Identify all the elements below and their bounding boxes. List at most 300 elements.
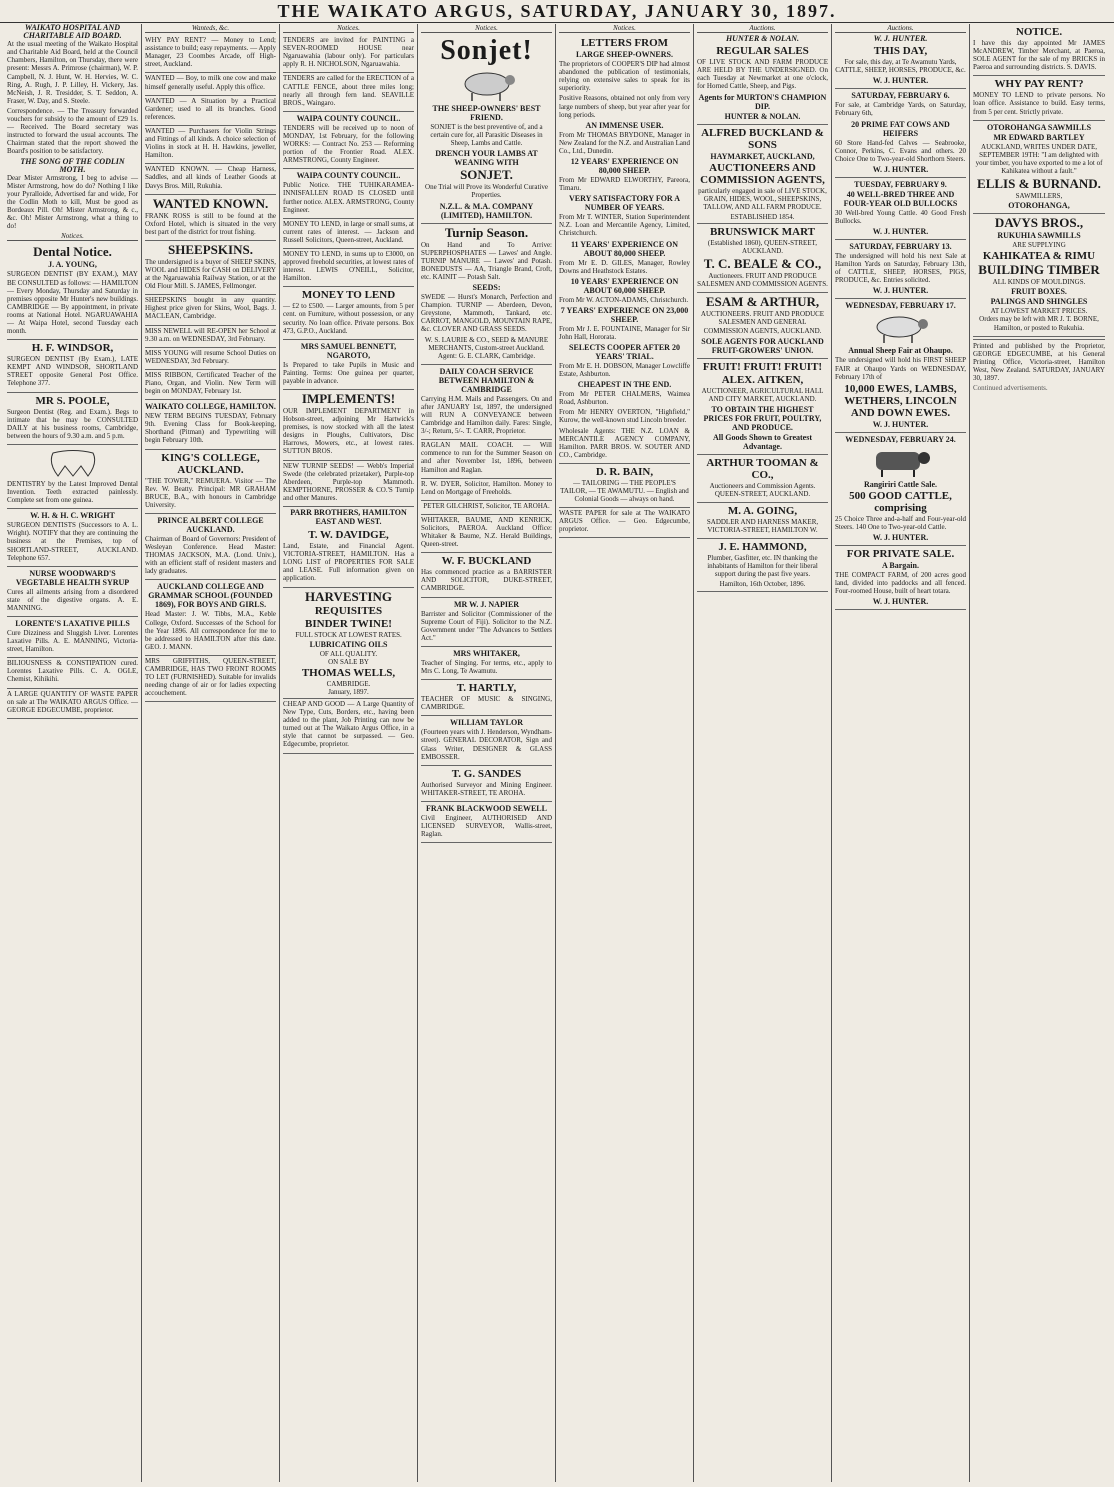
waipa-council-heading: WAIPA COUNTY COUNCIL. <box>296 113 401 123</box>
parr-brothers: PARR BROTHERS, HAMILTON EAST AND WEST. <box>290 508 407 527</box>
wells-date: January, 1897. <box>328 687 369 696</box>
whitaker-heading: MRS WHITAKER, <box>453 648 520 658</box>
experience-4-body: From Mr J. E. FOUNTAINE, Manager for Sir John Hall, Hororata. <box>559 324 690 341</box>
kahikatea-rimu: KAHIKATEA & RIMU <box>982 250 1096 263</box>
sonjet-trial: One Trial will Prove its Wonderful Curative Properties. <box>425 183 548 200</box>
going-body: SADDLER AND HARNESS MAKER, VICTORIA-STREET, HAMILTON W. <box>706 517 819 535</box>
hunter-sig-7: W. J. HUNTER. <box>872 597 929 607</box>
sandes-heading: T. G. SANDES <box>451 767 522 780</box>
waipa-council-body: TENDERS will be received up to noon of MONDAY, 1st February, for the following WORKS: — Contract No. 253 — Reforming portion of the Frontier Road. ALEX. ARMSTRONG, County Engineer. <box>283 123 414 165</box>
letters-body: The proprietors of COOPER'S DIP had almost abandoned the publication of testimonials, relying on extensive sales to speak for its superiority. <box>559 60 690 93</box>
satisfactory-body: From Mr T. WINTER, Station Superintendent N.Z. Loan and Mercantile Agency, Limited, Christchurch. <box>559 213 690 238</box>
bargain-heading: A Bargain. <box>882 560 919 570</box>
dental-notice <box>7 243 138 340</box>
raglan-coach-ad <box>421 440 552 478</box>
rent-ad <box>973 76 1105 120</box>
laurie-body: W. S. LAURIE & CO., SEED & MANURE MERCHANTS, Custom-street Auckland. Agent: G. E. CLARK, Cambridge. <box>424 335 549 360</box>
regular-sales-body: OF LIVE STOCK AND FARM PRODUCE ARE HELD BY THE UNDERSIGNED. On each Tuesday at Newmarket at one o'clock, for Horned Cattle, Sheep, and Pigs. <box>697 58 828 91</box>
hospital-headline: WAIKATO HOSPITAL AND CHARITABLE AID BOARD. <box>23 24 122 41</box>
sheepskins-heading: SHEEPSKINS. <box>168 241 253 257</box>
bartley-body: AUCKLAND, WRITES UNDER DATE, SEPTEMBER 19TH: "I am delighted with your timber, you have exported to me a lot of Kahikatea without a fault." <box>975 142 1103 175</box>
napier-ad <box>421 598 552 647</box>
private-sale-ad <box>835 546 966 610</box>
wanted-ad-5 <box>145 164 276 194</box>
wright-heading: W. H. & H. C. WRIGHT <box>30 511 115 521</box>
binder-twine-heading: BINDER TWINE! <box>305 617 392 630</box>
experience-1-body: From Mr EDWARD ELWORTHY, Pareora, Timaru. <box>559 176 690 193</box>
turnip-seeds-ad <box>283 461 414 507</box>
feb13-heading: SATURDAY, FEBRUARY 13. <box>849 242 952 252</box>
notice-ad <box>973 24 1105 76</box>
griffiths-ad <box>145 656 276 702</box>
sewell-body: Civil Engineer, AUTHORISED AND LICENSED SURVEYOR, Wallis-street, Raglan. <box>421 813 552 839</box>
sonjet-ad <box>421 35 552 223</box>
money-to-lend-ad <box>283 287 414 339</box>
money-to-lend-heading: MONEY TO LEND <box>301 289 396 302</box>
hammond-heading: J. E. HAMMOND, <box>718 541 807 554</box>
esam-arthur-ad <box>697 293 828 358</box>
lowest-prices: AT LOWEST MARKET PRICES. <box>990 307 1088 316</box>
selects-cooper-heading: SELECTS COOPER AFTER 20 YEARS' TRIAL. <box>569 342 680 361</box>
feb6-sale-ad <box>835 89 966 177</box>
laxative-heading: LORENTE'S LAXATIVE PILLS <box>15 618 130 628</box>
biliousness-body: BILIOUSNESS & CONSTIPATION cured. Lorentes Laxative Pills. C. A. OGLE, Chemist, Kihikihi. <box>7 659 138 684</box>
immense-user-heading: AN IMMENSE USER. <box>585 120 664 130</box>
napier-heading: MR W. J. NAPIER <box>453 599 520 609</box>
column-4-heading: Notices. <box>421 24 552 33</box>
turnip-season-body: On Hand and To Arrive: SUPERPHOSPHATES — Lawes' and Angle. TURNIP MANURE — Lawes' and Potash. BONEDUSTS — AA, Triangle Brand, Croft, etc. KAINIT — Potash Salt. <box>421 240 552 281</box>
feb17-sale-ad <box>835 299 966 432</box>
palings-shingles: PALINGS AND SHINGLES <box>990 297 1088 307</box>
wanted-known-ad <box>145 195 276 241</box>
experience-1-heading: 12 YEARS' EXPERIENCE ON 80,000 SHEEP. <box>570 157 679 176</box>
hammond-body: Plumber, Gasfitter, etc. IN thanking the inhabitants of Hamilton for their liberal support during the past five years. <box>707 554 818 579</box>
wanted-3-body: WANTED — A Situation by a Practical Gardener; used to all its branches. Good references. <box>145 96 276 121</box>
buckland-body: Has commenced practice as a BARRISTER AND SOLICITOR, DUKE-STREET, CAMBRIDGE. <box>421 568 552 593</box>
building-timber: BUILDING TIMBER <box>978 262 1100 278</box>
newell-body: MISS NEWELL will RE-OPEN her School at 9.30 a.m. on WEDNESDAY, 3rd February. <box>145 326 276 343</box>
hospital-body-1: At the usual meeting of the Waikato Hospital and Charitable Aid Board, held at the Council Chambers, Hamilton, on Thursday, there were present: Messrs A. Primrose (chairman), W. P. Campbell, N. J. Hunt, W. H. Hervies, W. C. Ring, A. Rugh, J. P. Lilley, H. Vickery, Jas. McNeish, J. R. Tresidder, S. T. Seddon, A. Fraser, W. Day, and S. Steele. <box>7 40 138 105</box>
twenty-cows-body: 60 Store Hand-fed Calves — Seabrooke, Connor, Perkins, C. Evans and others. 20 Choice One to Two-year-old Shorthorn Steers. <box>835 138 966 163</box>
dyer-ad <box>421 479 552 501</box>
song-title: THE SONG OF THE CODLIN MOTH. <box>20 156 125 174</box>
waste-paper-body: A LARGE QUANTITY OF WASTE PAPER on sale at The WAIKATO ARGUS Office. — GEORGE EDGECUMBE, proprietor. <box>7 689 138 714</box>
griffiths-body: MRS GRIFFITHS, QUEEN-STREET, CAMBRIDGE, HAS TWO FRONT ROOMS TO LET (FURNISHED). Suitable for invalids needing change of air or for ladies expecting accouchement. <box>145 656 276 698</box>
turnip-seeds-body: NEW TURNIP SEEDS! — Webb's Imperial Swede (the celebrated prizetaker), Purple-top Aberdeen, Purple-top Mammoth. KEMPTHORNE, PROSSER & CO.'S Turnip and other Manures. <box>283 461 414 502</box>
cheapest-body: From Mr PETER CHALMERS, Waimea Road, Ashburton. <box>559 390 690 407</box>
sheep-illustration <box>452 68 522 102</box>
beale-heading: T. C. BEALE & CO., <box>703 256 822 272</box>
aitken-ad <box>697 359 828 455</box>
money-2-body: MONEY TO LEND, in sums up to £3000, on approved freehold securities, at lowest rates of interest. LEWIS O'NEILL, Solicitor, Hamilton. <box>283 249 414 283</box>
twenty-cows: 20 PRIME FAT COWS AND HEIFERS <box>851 119 950 138</box>
agents-body: Wholesale Agents: THE N.Z. LOAN & MERCANTILE AGENCY COMPANY, Hamilton. PARR BROS. W. SOUTER AND CO., Cambridge. <box>559 426 690 459</box>
this-day-ad <box>835 43 966 89</box>
davidge-heading: T. W. DAVIDGE, <box>308 529 389 542</box>
road-closed-ad <box>283 169 414 218</box>
davys-ad <box>973 214 1105 336</box>
whitaker-ad <box>421 647 552 680</box>
hunter-sig-4: W. J. HUNTER. <box>872 286 929 296</box>
produce-body: particularly engaged in sale of LIVE STOCK, GRAIN, HIDES, WOOL, SHEEPSKINS, TALLOW, AND ALL FARM PRODUCE. <box>698 186 827 211</box>
forty-bullocks-body: 30 Well-bred Young Cattle. 40 Good Fresh Bullocks. <box>835 208 966 225</box>
turnip-season-ad <box>421 224 552 365</box>
column-1 <box>4 24 142 1482</box>
gilchrist-body: PETER GILCHRIST, Solicitor, TE AROHA. <box>423 501 550 510</box>
notice-body: I have this day appointed Mr JAMES McANDREW, Timber Merchant, at Paeroa, SOLE AGENT for the sale of my BRICKS in Paeroa and surrounding districts. S. DAVIS. <box>973 39 1105 72</box>
ohaupo-body: The undersigned will hold his FIRST SHEEP FAIR at Ohaupo Yards on WEDNESDAY, February 17th of <box>835 356 966 381</box>
biliousness-ad <box>7 658 138 688</box>
harvesting-ad <box>283 588 414 699</box>
drench-heading: DRENCH YOUR LAMBS AT WEANING WITH <box>435 149 538 168</box>
sheepskins-ad <box>145 241 276 295</box>
column-2-heading: Wanteds, &c. <box>145 24 276 33</box>
davidge-body: Land, Estate, and Financial Agent. VICTORIA-STREET, HAMILTON. Has a LONG LIST of PROPERTIES FOR SALE and LEASE. Full information given on application. <box>283 542 414 583</box>
hammond-ad <box>697 539 828 591</box>
sonjet-heading: Sonjet! <box>440 35 533 67</box>
column-2 <box>142 24 280 1482</box>
wright-body: SURGEON DENTISTS (Successors to A. L. Wright). NOTIFY that they are continuing the business at the Premises, top of SHORTLAND-STREET, AUCKLAND. Telephone 657. <box>7 521 138 562</box>
coach-service-body: Carrying H.M. Mails and Passengers. On and after JANUARY 1st, 1897, the undersigned will RUN A CONVEYANCE between Cambridge and Hamilton daily. Fares: Single, 3/-; Return, 5/-. T. CARR, Proprietor. <box>421 394 552 436</box>
wanted-4-body: WANTED — Purchasers for Violin Strings and Fittings of all kinds. A choice selection of Violins in stock at H. H. Hawkins, jeweller, Hamilton. <box>145 126 276 160</box>
notices-heading: Notices. <box>7 232 138 241</box>
waste-paper-ad <box>7 689 138 719</box>
nurse-heading: NURSE WOODWARD'S VEGETABLE HEALTH SYRUP <box>15 568 130 587</box>
coach-service-heading: DAILY COACH SERVICE BETWEEN HAMILTON & CAMBRIDGE <box>438 366 535 394</box>
davidge-ad <box>283 527 414 587</box>
requisites-heading: REQUISITES <box>314 604 383 617</box>
column-4 <box>418 24 556 1482</box>
grammar-school-ad <box>145 580 276 655</box>
bargain-body: THE COMPACT FARM, of 200 acres good land, divided into paddocks and all fenced. Four-roomed House, built of heart totara. <box>835 570 966 596</box>
cheapest-heading: CHEAPEST IN THE END. <box>577 380 672 390</box>
laxative-ad <box>7 617 138 658</box>
taylor-body: (Fourteen years with J. Henderson, Wyndham-street). GENERAL DECORATOR, Sign and Glass Writer, DESIGNER & GLASS EMBOSSER. <box>421 728 552 761</box>
supplying: ARE SUPPLYING <box>1012 241 1066 250</box>
sonjet-repeat: SONJET. <box>460 167 513 183</box>
wanted-5-body: WANTED KNOWN. — Cheap Harness, Saddles, and all kinds of Leather Goods at Davys Bros. Mill, Rukuhia. <box>145 165 276 190</box>
feb13-body: The undersigned will hold his next Sale at Hamilton Yards on Saturday, February 13th, of CATTLE, SHEEP, HORSES, PIGS, PRODUCE, &c. Entries solicited. <box>835 252 966 285</box>
kings-college-ad <box>145 450 276 514</box>
seeds-heading: SEEDS: <box>472 283 501 293</box>
esam-arthur-body: AUCTIONEERS. FRUIT AND PRODUCE SALESMEN AND GENERAL COMMISSION AGENTS, AUCKLAND. <box>700 310 825 335</box>
ohaupo-heading: Annual Sheep Fair at Ohaupo. <box>848 346 953 356</box>
money-ad-2 <box>283 249 414 287</box>
tooth-illustration <box>43 448 103 478</box>
prince-albert-heading: PRINCE ALBERT COLLEGE AUCKLAND. <box>157 515 264 534</box>
imprint: Printed and published by the Proprietor, GEORGE EDGECUMBE, at his General Printing Office, Victoria-street, Hamilton West, New Zealand. SATURDAY, JANUARY 30, 1897. <box>973 341 1105 382</box>
dental-heading: Dental Notice. <box>33 244 112 260</box>
tenders-2-body: TENDERS are called for the ERECTION of a CATTLE FENCE, about three miles long; nearly all through fern land. SEAVILLE BROS., Waingaro. <box>283 74 414 107</box>
experience-4-heading: 7 YEARS' EXPERIENCE ON 23,000 SHEEP. <box>560 305 689 324</box>
wanted-ad-2 <box>145 73 276 95</box>
grammar-school-heading: AUCKLAND COLLEGE AND GRAMMAR SCHOOL (FOUNDED 1869), FOR BOYS AND GIRLS. <box>148 582 273 610</box>
dental-name: J. A. YOUNG, <box>48 260 97 270</box>
sandes-ad <box>421 766 552 802</box>
hartly-body: TEACHER OF MUSIC & SINGING, CAMBRIDGE. <box>421 695 552 712</box>
letters-subheading: LARGE SHEEP-OWNERS. <box>576 50 673 60</box>
wanted-2-body: WANTED — Boy, to milk one cow and make himself generally useful. Apply this office. <box>145 74 276 91</box>
sonjet-subheading: THE SHEEP-OWNERS' BEST FRIEND. <box>432 104 541 123</box>
aitken-heading: ALEX. AITKEN, <box>721 373 804 386</box>
going-heading: M. A. GOING, <box>727 504 798 517</box>
windsor-body: SURGEON DENTIST (By Exam.), LATE KEMPT AND WINDSOR, SHORTLAND STREET opposite General Post Office. Telephone 377. <box>7 355 138 388</box>
beale-body: Auctioneers. FRUIT AND PRODUCE SALESMEN AND COMMISSION AGENTS. <box>697 272 828 289</box>
cooper-dip-ad <box>559 35 690 464</box>
buckland-ad <box>421 553 552 597</box>
waikato-college-heading: WAIKATO COLLEGE, HAMILTON. <box>145 402 276 412</box>
waikato-college-body: NEW TERM BEGINS TUESDAY, February 9th. Evening Class for Book-keeping, Shorthand (Pitman) and Typewriting will begin February 10th. <box>145 412 276 445</box>
whitaker-baume-ad <box>421 515 552 553</box>
kings-college-body: "THE TOWER," REMUERA. Visitor — The Rev. W. Beatty. Principal: MR GRAHAM BRUCE, B.A., with honours in Cambridge University. <box>145 476 276 509</box>
kings-college-heading: KING'S COLLEGE, AUCKLAND. <box>161 451 260 476</box>
column-3-heading: Notices. <box>283 24 414 33</box>
bain-body: — TAILORING — THE PEOPLE'S TAILOR, — TE AWAMUTU. — English and Colonial Goods — always on hand. <box>560 478 689 504</box>
feb24-heading: WEDNESDAY, FEBRUARY 24. <box>845 434 956 444</box>
experience-2-body: From Mr E. D. GILES, Manager, Rowley Downs and Heathstock Estates. <box>559 258 690 275</box>
wanted-ad-1 <box>145 35 276 73</box>
buckland-sons-heading: ALFRED BUCKLAND & SONS <box>701 126 824 151</box>
tenders-ad-1 <box>283 35 414 73</box>
hunter-sig-5: W. J. HUNTER. <box>872 419 929 429</box>
sewell-ad <box>421 802 552 843</box>
column-5-heading: Notices. <box>559 24 690 33</box>
filler-text: Continued advertisements. <box>973 384 1048 393</box>
otorohanga-sawmills-heading: OTOROHANGA SAWMILLS <box>986 122 1092 132</box>
waikato-college-ad <box>145 400 276 449</box>
feb17-heading: WEDNESDAY, FEBRUARY 17. <box>845 301 956 311</box>
thomas-wells: THOMAS WELLS, <box>301 666 396 679</box>
this-day-heading: THIS DAY, <box>873 45 928 58</box>
column-6-heading: Auctions. <box>697 24 828 33</box>
orders-body: Orders may be left with MR J. T. BORNE, Hamilton, or posted to Rukuhia. <box>979 315 1099 332</box>
positive-reasons: Positive Reasons, obtained not only from very large numbers of sheep, but year after year for long periods. <box>559 94 690 119</box>
money-to-lend-body: — £2 to £500. — Larger amounts, from 5 per cent. on Furniture, without possession, or any security. No loan office. Private persons. Box 473, G.P.O., Auckland. <box>283 302 414 335</box>
rangiriri-heading: Rangiriri Cattle Sale. <box>863 479 938 489</box>
wanted-1-body: WHY PAY RENT? — Money to Lend; assistance to build; easy repayments. — Apply Manager, 23 Coombes Arcade, off High-street, Auckland. <box>145 36 276 69</box>
feb13-sale-ad <box>835 240 966 299</box>
bain-ad <box>559 464 690 508</box>
nurse-ad <box>7 567 138 617</box>
binder-twine-body: FULL STOCK AT LOWEST RATES. <box>295 630 402 639</box>
gilchrist-ad <box>421 501 552 515</box>
rukuhia-sawmills: RUKUHIA SAWMILLS <box>997 231 1081 241</box>
feb9-sale-ad <box>835 178 966 240</box>
waipa-council-ad <box>283 112 414 169</box>
dyer-body: R. W. DYER, Solicitor, Hamilton. Money to Lend on Mortgage of Freeholds. <box>421 479 552 496</box>
nzla-company: N.Z.L. & M.A. COMPANY (LIMITED), HAMILTON. <box>439 201 534 220</box>
buckland-heading: W. F. BUCKLAND <box>441 555 532 568</box>
tenders-ad-2 <box>283 73 414 111</box>
wells-town: CAMBRIDGE. <box>326 679 371 688</box>
prince-albert-body: Chairman of Board of Governors: President of Wesleyan Conference. Head Master: THOMAS JACKSON, M.A. (Lond. Univ.), with an efficient staff of resident masters and lady graduates. <box>145 534 276 576</box>
hunter-nolan-sig: HUNTER & NOLAN. <box>724 111 801 121</box>
masthead <box>0 0 1114 23</box>
prince-albert-ad <box>145 514 276 580</box>
five-hundred-body: 25 Choice Three and-a-half and Four-year-old Steers. 140 One to Two-year-old Cattle. <box>835 514 966 531</box>
murton-agents: Agents for MURTON'S CHAMPION DIP. <box>698 92 827 111</box>
feb9-heading: TUESDAY, FEBRUARY 9. <box>854 179 947 189</box>
experience-3-body: From Mr W. ACTON-ADAMS, Christchurch. <box>559 295 689 304</box>
wanted-known-body: FRANK ROSS is still to be found at the Oxford Hotel, which is situated in the very best part of the district for trout fishing. <box>145 211 276 236</box>
sandes-body: Authorised Surveyor and Mining Engineer. WHITAKER-STREET, TE AROHA. <box>421 780 552 797</box>
bartley-heading: MR EDWARD BARTLEY <box>993 132 1085 142</box>
money-ad-1 <box>283 219 414 249</box>
on-sale-by: ON SALE BY <box>328 657 369 666</box>
fruit-boxes: FRUIT BOXES. <box>1011 287 1067 297</box>
hunter-nolan-header: HUNTER & NOLAN. <box>725 34 800 44</box>
davys-heading: DAVYS BROS., <box>994 215 1084 231</box>
hunter-sig-2: W. J. HUNTER. <box>872 164 929 174</box>
dental-body: SURGEON DENTIST (BY EXAM.), MAY BE CONSULTED as follows: — HAMILTON — Every Monday, Thursday and Saturday in premises opposite Mr Hunter's new buildings. CAMBRIDGE — By appointment, in private rooms at National Hotel. NGARUAWAHIA — At Waipa Hotel, second Tuesday each month. <box>7 270 138 336</box>
seeds-body: SWEDE — Hurst's Monarch, Perfection and Champion. TURNIP — Aberdeen, Devon, Greystone, Mammoth, Tankard, etc. CARROT, MANGOLD, MOUNTAIN RAPE, &c. CLOVER AND GRASS SEEDS. <box>421 293 552 334</box>
hunter-sig-6: W. J. HUNTER. <box>872 532 929 542</box>
young-ad <box>145 348 276 370</box>
mouldings: ALL KINDS OF MOULDINGS. <box>992 278 1086 287</box>
hartly-heading: T. HARTLY, <box>456 682 517 695</box>
maclean-ad <box>145 295 276 325</box>
ellis-burnand: ELLIS & BURNAND. <box>977 176 1101 192</box>
windsor-heading: H. F. WINDSOR, <box>31 342 114 355</box>
tooman-heading: ARTHUR TOOMAN & CO., <box>706 456 819 481</box>
sonjet-body: SONJET is the best preventive of, and a certain cure for, all Parasitic Diseases in Sheep, Lambs and Cattle. <box>430 123 543 148</box>
column-7-heading: Auctions. <box>835 24 966 33</box>
buckland-sons-ad <box>697 125 828 224</box>
wanted-known-heading: WANTED KNOWN. <box>152 195 269 211</box>
nurse-body: Cures all ailments arising from a disordered state of the digestive organs. A. E. MANNING. <box>7 587 138 612</box>
ribbon-body: MISS RIBBON, Certificated Teacher of the Piano, Organ, and Violin. New Term will begin on MONDAY, February 1st. <box>145 370 276 396</box>
hunter-sig-1: W. J. HUNTER. <box>872 76 929 86</box>
newell-ad <box>145 326 276 348</box>
haymarket: HAYMARKET, AUCKLAND, <box>710 151 815 161</box>
masthead-title: THE WAIKATO ARGUS, SATURDAY, JANUARY 30, 1897. <box>277 1 837 21</box>
road-closed-heading: WAIPA COUNTY COUNCIL. <box>296 171 401 181</box>
laxative-body: Cure Dizziness and Sluggish Liver. Lorentes Laxative Pills. A. E. MANNING, Victoria-street, Hamilton. <box>7 628 138 654</box>
napier-body: Barrister and Solicitor (Commissioner of the Supreme Court of Fiji). Solicitor to the N.Z. Government under "The Advances to Settlers Act." <box>421 609 552 642</box>
tooman-body: Auctioneers and Commission Agents. QUEEN-STREET, AUCKLAND. <box>709 481 816 498</box>
grammar-school-body: Head Master: J. W. Tibbs, M.A., Keble College, Oxford. Successes of the School for the Year 1896. All correspondence for me to be addressed to HAMILTON after this date. GEO. J. MANN. <box>145 610 276 651</box>
wright-ad <box>7 509 138 566</box>
tenders-1-body: TENDERS are invited for PAINTING a SEVEN-ROOMED HOUSE near Ngaruawahia (labour only). For particulars apply R. H. NICHOLSON, Ngaruawahia. <box>283 36 414 69</box>
windsor-ad <box>7 340 138 392</box>
esam-arthur-heading: ESAM & ARTHUR, <box>705 294 820 310</box>
feb6-heading: SATURDAY, FEBRUARY 6. <box>851 91 950 101</box>
obtain-heading: TO OBTAIN THE HIGHEST PRICES FOR FRUIT, POULTRY, AND PRODUCE. <box>703 404 822 432</box>
printing-ad <box>283 699 414 754</box>
column-3 <box>280 24 418 1482</box>
coach-service-ad <box>421 365 552 440</box>
feb6-body: For sale, at Cambridge Yards, on Saturday, February 6th, <box>835 101 966 118</box>
satisfactory-heading: VERY SATISFACTORY FOR A NUMBER OF YEARS. <box>568 194 681 213</box>
whitaker-baume-body: WHITAKER, BAUME, AND KENRICK, Solicitors, PAEROA. Auckland Office: Whitaker & Baume, N.Z. Herald Buildings, Queen-street. <box>421 515 552 549</box>
hartly-ad <box>421 680 552 716</box>
otorohanga-town: OTOROHANGA, <box>1008 201 1070 211</box>
sole-agents: SOLE AGENTS FOR AUCKLAND FRUIT-GROWERS' UNION. <box>701 336 824 355</box>
rent-body: MONEY TO LEND to private persons. No loan office. Assistance to build. Easy terms, from 5 per cent. Strictly private. <box>973 91 1105 116</box>
dentistry-body: DENTISTRY by the Latest Improved Dental Invention. Teeth extracted painlessly. Complete set from one guinea. <box>7 479 138 505</box>
sheepskins-body: The undersigned is a buyer of SHEEP SKINS, WOOL and HIDES for CASH on DELIVERY at the Ngaruawahia Railway Station, or at the Old Flour Mill. S. JAMES, Fellmonger. <box>145 257 276 291</box>
brunswick-heading: BRUNSWICK MART <box>709 225 816 238</box>
five-hundred: 500 GOOD CATTLE, comprising <box>849 489 952 514</box>
raglan-coach-body: RAGLAN MAIL COACH. — Will commence to run for the Summer Season on and after November 1st, 1896, between Hamilton and Raglan. <box>421 441 552 474</box>
ten-thousand: 10,000 EWES, LAMBS, WETHERS, LINCOLN AND DOWN EWES. <box>844 382 957 419</box>
hunter-header: W. J. HUNTER. <box>873 34 928 44</box>
taylor-heading: WILLIAM TAYLOR <box>450 718 523 728</box>
this-day-body: For sale, this day, at Te Awamutu Yards, CATTLE, SHEEP, HORSES, PRODUCE, &c. <box>835 58 966 75</box>
implements-heading: IMPLEMENTS! <box>301 391 396 406</box>
rent-heading: WHY PAY RENT? <box>994 78 1084 91</box>
going-ad <box>697 503 828 539</box>
poole-body: Surgeon Dentist (Reg. and Exam.). Begs to intimate that he may be CONSULTED DAILY at his business rooms, Cambridge, between the hours of 9.30 a.m. and 5 p.m. <box>7 407 138 440</box>
brunswick-body: (Established 1860), QUEEN-STREET, AUCKLAND. <box>707 238 818 256</box>
implements-ad <box>283 390 414 461</box>
regular-sales-heading: REGULAR SALES <box>716 45 809 58</box>
sawmills-ad <box>973 121 1105 214</box>
regular-sales-ad <box>697 43 828 124</box>
tooman-ad <box>697 455 828 503</box>
letters-heading: LETTERS FROM <box>580 37 669 50</box>
waste-paper-2-body: WASTE PAPER for sale at The WAIKATO ARGUS Office. — Geo. Edgecumbe, proprietor. <box>559 509 690 534</box>
hospital-body-2: Correspondence. — The Treasury forwarded vouchers for subsidy to the amount of £29 1s. — Received. The Board secretary was instructed to forward the usual accounts. The Chairman stated that the report showed the Board's position to be satisfactory. <box>7 106 138 156</box>
sewell-heading: FRANK BLACKWOOD SEWELL <box>426 803 547 813</box>
imprint-rule <box>973 339 1105 340</box>
column-8 <box>970 24 1108 1482</box>
column-7 <box>832 24 970 1482</box>
poole-heading: MR S. POOLE, <box>35 394 110 407</box>
overton-body: From Mr HENRY OVERTON, "Highfield," Kurow, the well-known stud Lincoln breeder. <box>559 408 690 425</box>
money-1-body: MONEY TO LEND, in large or small sums, at current rates of interest. — Jackson and Russell Solicitors, Queen-street, Auckland. <box>283 219 414 244</box>
implements-body: OUR IMPLEMENT DEPARTMENT in Hobson-street, adjoining Mr Hartwick's premises, is now stocked with all the latest designs in Ploughs, Cultivators, Disc Harrows, Mowers, etc., at lowest rates. SUTTON BROS. <box>283 407 414 456</box>
wanted-ad-4 <box>145 126 276 164</box>
harvesting-heading: HARVESTING <box>305 588 392 604</box>
auctioneers-heading: AUCTIONEERS AND COMMISSION AGENTS, <box>700 161 825 186</box>
notice-heading: NOTICE. <box>1015 26 1063 38</box>
sheep-illustration-2 <box>866 312 936 344</box>
taylor-ad <box>421 716 552 765</box>
sawmillers: SAWMILLERS, <box>1015 192 1063 201</box>
experience-2-heading: 11 YEARS' EXPERIENCE ON ABOUT 80,000 SHEEP. <box>570 239 679 258</box>
column-5 <box>556 24 694 1482</box>
lubricating-oils-body: OF ALL QUALITY. <box>319 649 378 658</box>
aitken-body: AUCTIONEER, AGRICULTURAL HALL AND CITY MARKET, AUCKLAND. <box>701 386 824 403</box>
established-1854: ESTABLISHED 1854. <box>730 212 795 221</box>
brunswick-ad <box>697 224 828 293</box>
advantage-heading: All Goods Shown to Greatest Advantage. <box>713 432 812 451</box>
wanted-ad-3 <box>145 96 276 126</box>
printing-body: CHEAP AND GOOD — A Large Quantity of New Type, Cuts, Borders, etc., having been added to the plant, Job Printing can now be turned out at The Waikato Argus Office, in a style that cannot be surpassed. — Geo. Edgecumbe, proprietor. <box>283 699 414 749</box>
poole-ad <box>7 393 138 445</box>
whitaker-body: Teacher of Singing. For terms, etc., apply to Mrs C. Long, Te Awamutu. <box>421 658 552 676</box>
road-closed-body: Public Notice. THE TUHIKARAMEA-INNISFALLEN ROAD IS CLOSED until further notice. ALEX. ARMSTRONG, County Engineer. <box>283 181 414 214</box>
bennett-body: Is Prepared to take Pupils in Music and Painting. Terms: One guinea per quarter, payable in advance. <box>283 360 414 385</box>
maclean-body: SHEEPSKINS bought in any quantity. Highest price given for Skins, Wool, Bags. J. MACLEAN, Cambridge. <box>145 296 276 321</box>
dentistry-ad <box>7 445 138 509</box>
turnip-season-heading: Turnip Season. <box>444 224 529 240</box>
young-body: MISS YOUNG will resume School Duties on WEDNESDAY, 3rd February. <box>145 348 276 365</box>
immense-user-body: From Mr THOMAS BRYDONE, Manager in New Zealand for the N.Z. and Australian Land Co., Ltd., Dunedin. <box>559 130 690 155</box>
selects-cooper-body: From Mr E. H. DOBSON, Manager Lowcliffe Estate, Ashburton. <box>559 361 690 379</box>
bennett-ad <box>283 340 414 390</box>
ribbon-ad <box>145 370 276 400</box>
hunter-sig-3: W. J. HUNTER. <box>872 227 929 237</box>
experience-3-heading: 10 YEARS' EXPERIENCE ON ABOUT 60,000 SHEEP. <box>570 276 679 295</box>
private-sale-heading: FOR PRIVATE SALE. <box>846 547 955 560</box>
hammond-date: Hamilton, 16th October, 1896. <box>719 580 806 589</box>
bain-heading: D. R. BAIN, <box>595 465 654 478</box>
bennett-heading: MRS SAMUEL BENNETT, NGAROTO, <box>300 341 397 360</box>
column-6 <box>694 24 832 1482</box>
forty-bullocks: 40 WELL-BRED THREE AND FOUR-YEAR OLD BULLOCKS <box>843 189 958 208</box>
